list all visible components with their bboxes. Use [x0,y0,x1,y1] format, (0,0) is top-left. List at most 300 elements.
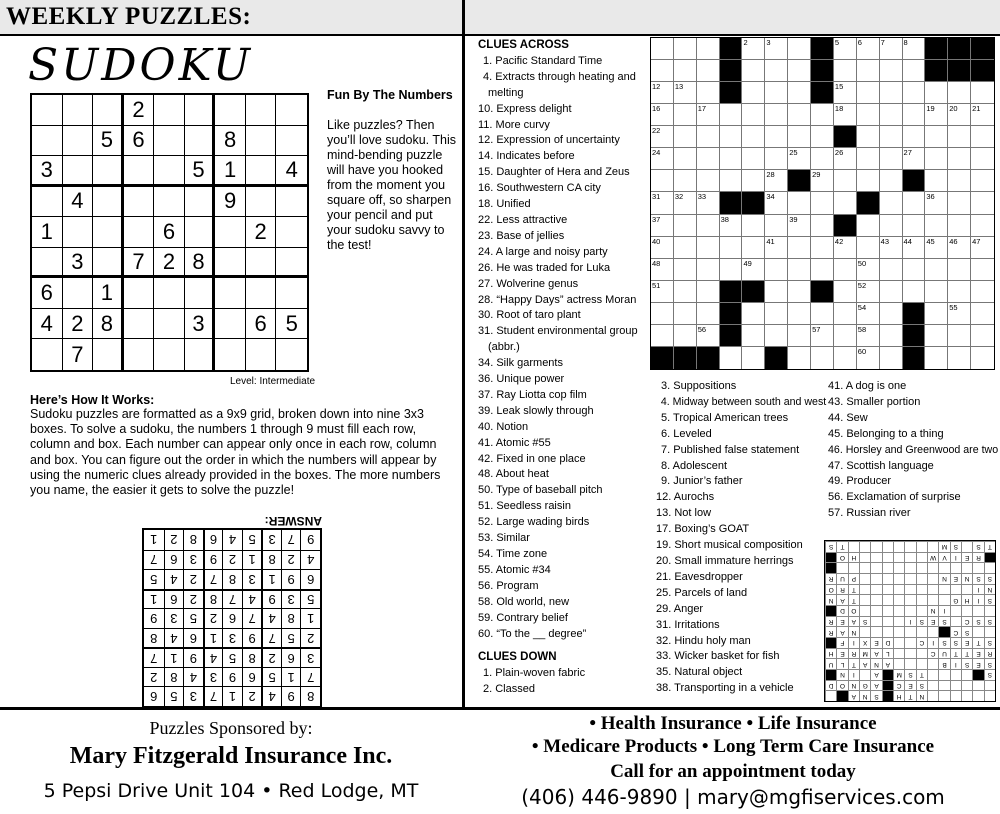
crossword-cell[interactable] [651,60,674,82]
crossword-cell[interactable] [811,104,834,126]
sudoku-cell[interactable] [276,95,307,126]
crossword-cell[interactable] [697,60,720,82]
crossword-cell[interactable] [651,215,674,237]
sudoku-cell[interactable] [124,156,155,187]
crossword-cell[interactable] [925,170,948,192]
crossword-cell[interactable] [674,82,697,104]
crossword-cell[interactable] [765,259,788,281]
crossword-cell[interactable] [903,192,926,214]
crossword-cell[interactable] [925,281,948,303]
crossword-cell[interactable] [674,303,697,325]
crossword-cell[interactable] [765,104,788,126]
sudoku-cell[interactable] [154,187,185,218]
crossword-cell[interactable] [948,126,971,148]
sudoku-cell[interactable]: 7 [124,248,155,279]
crossword-cell[interactable] [765,148,788,170]
sudoku-cell[interactable]: 3 [63,248,94,279]
sudoku-cell[interactable] [215,278,246,309]
crossword-cell[interactable] [788,192,811,214]
crossword-cell[interactable] [880,104,903,126]
crossword-cell[interactable] [857,126,880,148]
crossword-cell[interactable] [697,38,720,60]
crossword-cell[interactable] [857,148,880,170]
crossword-cell[interactable] [971,126,994,148]
sudoku-cell[interactable] [93,248,124,279]
crossword-cell[interactable] [742,170,765,192]
crossword-cell[interactable] [948,325,971,347]
crossword-cell[interactable] [925,192,948,214]
crossword-cell[interactable] [811,148,834,170]
crossword-cell[interactable] [651,126,674,148]
crossword-cell[interactable] [811,192,834,214]
crossword-cell[interactable] [674,325,697,347]
sudoku-cell[interactable] [154,156,185,187]
crossword-cell[interactable] [674,259,697,281]
sudoku-cell[interactable] [185,217,216,248]
crossword-cell[interactable] [697,104,720,126]
crossword-cell[interactable] [674,60,697,82]
crossword-cell[interactable] [674,237,697,259]
answer-letter [893,637,904,648]
sudoku-cell[interactable] [276,278,307,309]
crossword-cell[interactable] [880,170,903,192]
sudoku-cell[interactable] [154,278,185,309]
clue-number: 47 [972,236,981,246]
crossword-cell[interactable] [857,325,880,347]
sudoku-cell[interactable]: 4 [63,187,94,218]
sudoku-cell[interactable] [124,339,155,370]
sudoku-cell[interactable] [63,95,94,126]
crossword-cell[interactable] [834,148,857,170]
crossword-cell[interactable] [742,82,765,104]
crossword-cell[interactable] [742,259,765,281]
crossword-cell[interactable] [971,325,994,347]
sudoku-cell[interactable] [154,95,185,126]
crossword-cell[interactable] [971,303,994,325]
sudoku-cell[interactable] [215,248,246,279]
crossword-cell[interactable] [948,104,971,126]
crossword-cell[interactable] [971,347,994,369]
crossword-cell[interactable] [948,281,971,303]
sudoku-cell[interactable] [154,126,185,157]
crossword-cell[interactable] [788,104,811,126]
sudoku-cell[interactable]: 8 [215,126,246,157]
crossword-cell[interactable] [834,237,857,259]
crossword-cell[interactable] [948,82,971,104]
crossword-cell[interactable] [742,237,765,259]
sudoku-cell[interactable] [32,187,63,218]
crossword-cell[interactable] [880,192,903,214]
sudoku-cell[interactable] [276,339,307,370]
crossword-cell[interactable] [788,281,811,303]
crossword-cell[interactable] [697,237,720,259]
sudoku-cell[interactable]: 6 [246,309,277,340]
crossword-cell[interactable] [765,215,788,237]
sudoku-cell[interactable]: 9 [215,187,246,218]
crossword-cell[interactable] [834,303,857,325]
crossword-cell[interactable] [697,170,720,192]
crossword-cell[interactable] [742,303,765,325]
sudoku-cell[interactable] [63,156,94,187]
crossword-cell[interactable] [903,60,926,82]
crossword-cell[interactable] [697,303,720,325]
crossword-cell[interactable] [765,325,788,347]
crossword-cell[interactable] [720,126,743,148]
crossword-cell[interactable] [971,215,994,237]
crossword-block [811,281,834,303]
crossword-cell[interactable] [742,104,765,126]
crossword-cell[interactable] [834,82,857,104]
crossword-cell[interactable] [674,281,697,303]
crossword-cell[interactable] [697,215,720,237]
crossword-cell[interactable] [971,82,994,104]
crossword-cell[interactable] [674,215,697,237]
crossword-cell[interactable] [971,281,994,303]
sudoku-cell[interactable] [276,217,307,248]
sudoku-cell[interactable] [32,126,63,157]
crossword-cell[interactable] [857,170,880,192]
crossword-cell[interactable] [765,303,788,325]
crossword-cell[interactable] [651,325,674,347]
crossword-cell[interactable] [788,82,811,104]
crossword-cell[interactable] [811,215,834,237]
crossword-cell[interactable] [903,104,926,126]
crossword-cell[interactable] [834,192,857,214]
crossword-cell[interactable] [788,303,811,325]
sudoku-cell[interactable]: 2 [154,248,185,279]
crossword-cell[interactable] [742,148,765,170]
crossword-cell[interactable] [651,281,674,303]
sudoku-cell[interactable]: 5 [185,156,216,187]
sudoku-cell[interactable] [246,95,277,126]
crossword-cell[interactable] [903,237,926,259]
sudoku-cell[interactable] [185,187,216,218]
crossword-cell[interactable] [903,281,926,303]
crossword-cell[interactable] [697,259,720,281]
crossword-cell[interactable] [742,38,765,60]
sudoku-cell[interactable] [246,248,277,279]
sudoku-cell[interactable]: 3 [32,156,63,187]
crossword-cell[interactable] [925,215,948,237]
sudoku-cell[interactable] [246,278,277,309]
sudoku-cell[interactable] [215,309,246,340]
crossword-cell[interactable] [811,126,834,148]
answer-letter [870,562,881,573]
crossword-cell[interactable] [765,38,788,60]
sudoku-cell[interactable]: 2 [246,217,277,248]
crossword-cell[interactable] [948,237,971,259]
crossword-cell[interactable] [857,237,880,259]
sudoku-cell[interactable] [276,248,307,279]
sudoku-cell[interactable]: 3 [185,309,216,340]
crossword-cell[interactable] [925,303,948,325]
sudoku-cell[interactable] [154,309,185,340]
crossword-cell[interactable] [742,60,765,82]
sudoku-cell[interactable] [246,126,277,157]
crossword-cell[interactable] [834,60,857,82]
crossword-cell[interactable] [948,170,971,192]
sudoku-cell[interactable]: 6 [124,126,155,157]
crossword-cell[interactable] [857,82,880,104]
crossword-cell[interactable] [651,303,674,325]
clue-down: 38. Transporting in a vehicle [656,682,794,695]
crossword-cell[interactable] [720,237,743,259]
sudoku-cell[interactable] [63,217,94,248]
crossword-cell[interactable] [674,170,697,192]
crossword-cell[interactable] [903,148,926,170]
crossword-cell[interactable] [742,215,765,237]
crossword-cell[interactable] [971,192,994,214]
crossword-cell[interactable] [788,215,811,237]
sudoku-cell[interactable] [93,156,124,187]
answer-cell: 4 [300,550,320,570]
crossword-cell[interactable] [720,170,743,192]
answer-letter: N [927,605,938,616]
crossword-cell[interactable] [857,60,880,82]
crossword-cell[interactable] [765,60,788,82]
crossword-cell[interactable] [971,148,994,170]
crossword-cell[interactable] [880,38,903,60]
crossword-cell[interactable] [811,259,834,281]
crossword-cell[interactable] [742,325,765,347]
crossword-cell[interactable] [925,259,948,281]
sudoku-cell[interactable] [185,339,216,370]
crossword-cell[interactable] [903,82,926,104]
sudoku-cell[interactable] [246,339,277,370]
crossword-cell[interactable] [857,259,880,281]
crossword-cell[interactable] [788,237,811,259]
crossword-cell[interactable] [765,237,788,259]
answer-letter [848,562,859,573]
crossword-cell[interactable] [674,192,697,214]
crossword-cell[interactable] [788,126,811,148]
answer-cell: 2 [281,550,301,570]
crossword-cell[interactable] [880,82,903,104]
crossword-cell[interactable] [880,303,903,325]
crossword-cell[interactable] [834,347,857,369]
answer-cell: 5 [242,530,262,550]
sudoku-cell[interactable]: 7 [63,339,94,370]
sudoku-cell[interactable] [276,126,307,157]
sudoku-cell[interactable]: 2 [124,95,155,126]
crossword-cell[interactable] [765,281,788,303]
sudoku-cell[interactable]: 1 [32,217,63,248]
sudoku-cell[interactable]: 6 [32,278,63,309]
answer-letter: E [836,648,847,659]
crossword-cell[interactable] [720,259,743,281]
crossword-cell[interactable] [674,38,697,60]
crossword-cell[interactable] [674,104,697,126]
answer-letter [961,562,972,573]
crossword-cell[interactable] [948,303,971,325]
sudoku-cell[interactable] [124,309,155,340]
sudoku-cell[interactable]: 6 [154,217,185,248]
crossword-cell[interactable] [697,281,720,303]
crossword-cell[interactable] [651,148,674,170]
crossword-cell[interactable] [788,60,811,82]
crossword-cell[interactable] [720,104,743,126]
crossword-cell[interactable] [697,82,720,104]
answer-letter [961,680,972,691]
answer-letter [893,562,904,573]
crossword-cell[interactable] [925,347,948,369]
clue-number: 29 [812,170,821,180]
sudoku-cell[interactable] [93,187,124,218]
crossword-cell[interactable] [697,126,720,148]
crossword-cell[interactable] [857,347,880,369]
crossword-cell[interactable] [857,215,880,237]
crossword-cell[interactable] [651,259,674,281]
crossword-cell[interactable] [811,237,834,259]
sudoku-cell[interactable]: 5 [93,126,124,157]
crossword-cell[interactable] [857,303,880,325]
crossword-cell[interactable] [971,104,994,126]
crossword-cell[interactable] [811,303,834,325]
sudoku-cell[interactable] [154,339,185,370]
crossword-cell[interactable] [674,126,697,148]
crossword-cell[interactable] [651,237,674,259]
crossword-cell[interactable] [880,148,903,170]
crossword-cell[interactable] [788,148,811,170]
crossword-cell[interactable] [651,170,674,192]
answer-cell: 6 [242,667,262,687]
clue-across: 50. Type of baseball pitch [478,484,603,497]
crossword-cell[interactable] [765,82,788,104]
crossword-cell[interactable] [765,170,788,192]
answer-letter [916,562,927,573]
answer-letter: E [927,616,938,627]
crossword-cell[interactable] [880,215,903,237]
crossword-cell[interactable] [925,148,948,170]
crossword-cell[interactable] [925,325,948,347]
sudoku-cell[interactable] [246,156,277,187]
crossword-cell[interactable] [880,325,903,347]
sudoku-cell[interactable] [215,339,246,370]
crossword-cell[interactable] [971,259,994,281]
crossword-cell[interactable] [765,192,788,214]
crossword-cell[interactable] [857,281,880,303]
sudoku-cell[interactable] [93,217,124,248]
sudoku-cell[interactable] [63,126,94,157]
crossword-cell[interactable] [834,259,857,281]
crossword-cell[interactable] [651,38,674,60]
crossword-cell[interactable] [788,38,811,60]
sudoku-cell[interactable] [32,339,63,370]
sudoku-cell[interactable] [63,278,94,309]
sudoku-cell[interactable]: 4 [32,309,63,340]
sudoku-cell[interactable] [32,248,63,279]
crossword-cell[interactable] [720,148,743,170]
crossword-cell[interactable] [674,148,697,170]
crossword-cell[interactable] [765,126,788,148]
crossword-cell[interactable] [742,126,765,148]
crossword-cell[interactable] [948,347,971,369]
crossword-cell[interactable] [834,170,857,192]
crossword-cell[interactable] [811,347,834,369]
crossword-cell[interactable] [971,170,994,192]
crossword-cell[interactable] [857,104,880,126]
crossword-cell[interactable] [834,325,857,347]
crossword-cell[interactable] [925,126,948,148]
crossword-cell[interactable] [788,347,811,369]
sudoku-cell[interactable]: 1 [93,278,124,309]
crossword-cell[interactable] [948,192,971,214]
sudoku-cell[interactable] [276,187,307,218]
crossword-cell[interactable] [697,325,720,347]
sudoku-cell[interactable] [185,126,216,157]
crossword-cell[interactable] [903,126,926,148]
crossword-cell[interactable] [903,38,926,60]
crossword-cell[interactable] [925,104,948,126]
crossword-cell[interactable] [880,259,903,281]
crossword-cell[interactable] [880,237,903,259]
crossword-cell[interactable] [720,347,743,369]
crossword-cell[interactable] [857,38,880,60]
answer-letter [972,626,983,637]
crossword-cell[interactable] [651,192,674,214]
crossword-cell[interactable] [697,148,720,170]
crossword-cell[interactable] [880,126,903,148]
sudoku-cell[interactable] [185,278,216,309]
crossword-cell[interactable] [742,347,765,369]
crossword-cell[interactable] [834,104,857,126]
crossword-cell[interactable] [880,281,903,303]
sudoku-cell[interactable]: 5 [276,309,307,340]
crossword-cell[interactable] [788,325,811,347]
sudoku-cell[interactable] [124,278,155,309]
crossword-cell[interactable] [720,215,743,237]
crossword-cell[interactable] [948,215,971,237]
crossword-cell[interactable] [925,82,948,104]
crossword-cell[interactable] [925,237,948,259]
answer-letter: S [916,616,927,627]
sudoku-cell[interactable] [93,95,124,126]
crossword-cell[interactable] [811,325,834,347]
crossword-cell[interactable] [880,347,903,369]
crossword-cell[interactable] [788,259,811,281]
sudoku-cell[interactable]: 8 [185,248,216,279]
crossword-cell[interactable] [651,82,674,104]
clue-across: 34. Silk garments [478,357,563,370]
sudoku-cell[interactable] [185,95,216,126]
crossword-cell[interactable] [811,170,834,192]
crossword-cell[interactable] [903,215,926,237]
answer-cell: 4 [261,608,281,628]
crossword-cell[interactable] [834,38,857,60]
sudoku-cell[interactable] [215,217,246,248]
sudoku-cell[interactable] [32,95,63,126]
sudoku-cell[interactable]: 2 [63,309,94,340]
sudoku-cell[interactable] [124,217,155,248]
answer-cell: 9 [300,530,320,550]
crossword-cell[interactable] [948,259,971,281]
sudoku-cell[interactable] [93,339,124,370]
crossword-block [948,38,971,60]
crossword-cell[interactable] [903,259,926,281]
sudoku-cell[interactable] [246,187,277,218]
crossword-cell[interactable] [697,192,720,214]
sudoku-cell[interactable]: 8 [93,309,124,340]
sudoku-cell[interactable] [124,187,155,218]
crossword-cell[interactable] [651,104,674,126]
crossword-cell[interactable] [834,281,857,303]
sudoku-cell[interactable]: 4 [276,156,307,187]
sudoku-cell[interactable] [215,95,246,126]
sudoku-cell[interactable]: 1 [215,156,246,187]
crossword-cell[interactable] [880,60,903,82]
crossword-cell[interactable] [971,237,994,259]
crossword-cell[interactable] [948,148,971,170]
